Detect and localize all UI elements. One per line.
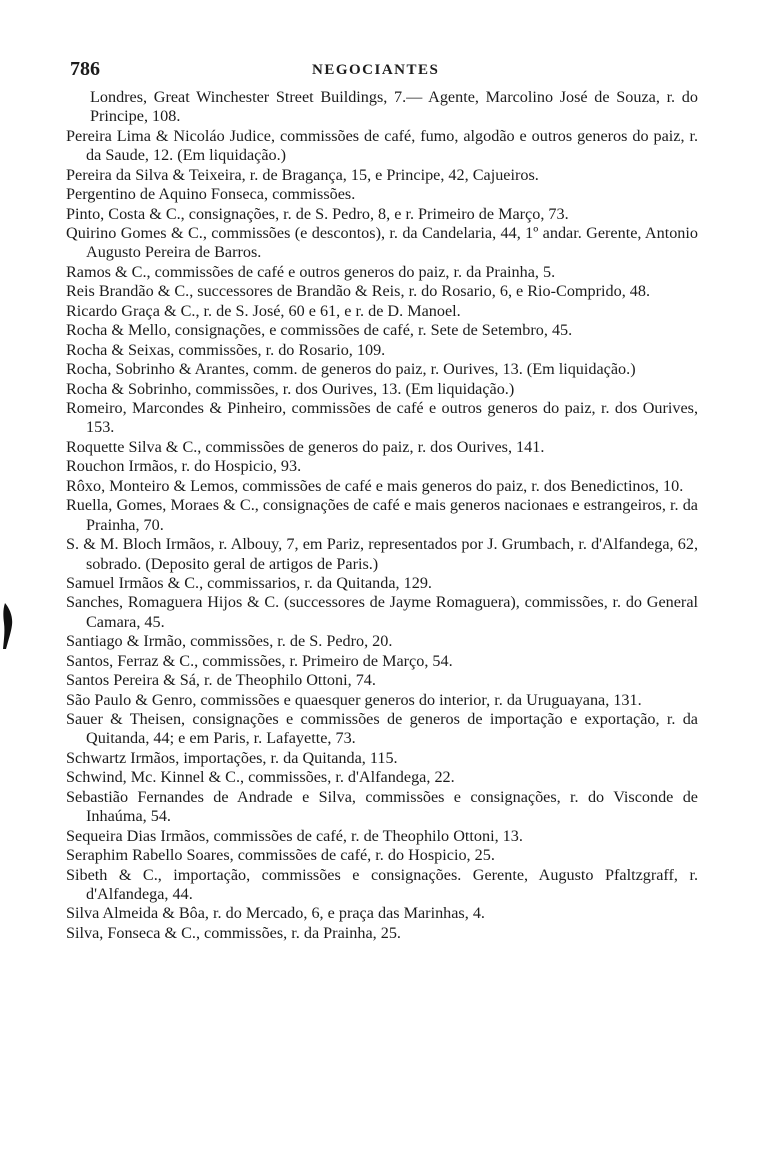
directory-entry: Rouchon Irmãos, r. do Hospicio, 93. [66,457,302,476]
directory-entry: Schwind, Mc. Kinnel & C., commissões, r. d'Alfandega, 22. [66,768,455,787]
directory-entry: Rocha & Mello, consignações, e commissões de café, r. Sete de Setembro, 45. [66,321,573,340]
directory-entry: Pereira Lima & Nicoláo Judice, commissões de café, fumo, algodão e outros generos do paiz, r. da Saude, 12. (Em liquidação.) [66,126,698,165]
directory-entry: Pereira da Silva & Teixeira, r. de Bragança, 15, e Principe, 42, Cajueiros. [66,165,539,184]
directory-entry: Rocha & Seixas, commissões, r. do Rosario, 109. [66,340,386,359]
directory-entry: Samuel Irmãos & C., commissarios, r. da Quitanda, 129. [66,573,432,592]
directory-entry: Santiago & Irmão, commissões, r. de S. Pedro, 20. [66,632,393,651]
directory-entry: Quirino Gomes & C., commissões (e descontos), r. da Candelaria, 44, 1º andar. Gerente, Antonio Augusto Pereira de Barros. [66,224,698,262]
directory-entry: Sequeira Dias Irmãos, commissões de café, r. de Theophilo Ottoni, 13. [66,826,523,845]
directory-entry: Pergentino de Aquino Fonseca, commissões. [66,185,356,204]
page-header [70,58,700,86]
directory-entry: Ramos & C., commissões de café e outros generos do paiz, r. da Prainha, 5. [66,262,556,281]
directory-entry: Santos, Ferraz & C., commissões, r. Primeiro de Março, 54. [66,651,453,670]
directory-entries [66,88,698,943]
directory-entry: Romeiro, Marcondes & Pinheiro, commissões de café e outros generos do paiz, r. dos Ourives, 153. [66,399,698,437]
directory-entry: Ricardo Graça & C., r. de S. José, 60 e 61, e r. de D. Manoel. [66,301,461,320]
directory-entry: Pinto, Costa & C., consignações, r. de S. Pedro, 8, e r. Primeiro de Março, 73. [66,204,569,223]
directory-entry: Londres, Great Winchester Street Buildings, 7.— Agente, Marcolino José de Souza, r. do Principe, 108. [90,88,698,126]
directory-entry: Ruella, Gomes, Moraes & C., consignações de café e mais generos nacionaes e estrangeiros, r. da Prainha, 70. [66,496,698,534]
directory-entry: São Paulo & Genro, commissões e quaesquer generos do interior, r. da Uruguayana, 131. [66,690,642,709]
directory-entry: Schwartz Irmãos, importações, r. da Quitanda, 115. [66,748,398,767]
directory-entry: Sanches, Romaguera Hijos & C. (successores de Jayme Romaguera), commissões, r. do General Camara, 45. [66,593,698,631]
directory-entry: Sibeth & C., importação, commissões e consignações. Gerente, Augusto Pfaltzgraff, r. d'Alfandega, 44. [66,865,698,903]
directory-entry: Roquette Silva & C., commissões de generos do paiz, r. dos Ourives, 141. [66,437,545,456]
directory-entry: Rocha, Sobrinho & Arantes, comm. de generos do paiz, r. Ourives, 13. (Em liquidação.) [66,360,636,379]
directory-entry: Seraphim Rabello Soares, commissões de café, r. do Hospicio, 25. [66,846,495,865]
running-title: NEGOCIANTES [312,62,440,78]
directory-entry: Silva, Fonseca & C., commissões, r. da Prainha, 25. [66,923,401,942]
directory-entry: Rocha & Sobrinho, commissões, r. dos Ourives, 13. (Em liquidação.) [66,379,515,398]
directory-entry: S. & M. Bloch Irmãos, r. Albouy, 7, em Pariz, representados por J. Grumbach, r. d'Alfandega, 62, sobrado. (Deposito geral de artigos de Paris.) [66,535,698,573]
page-number: 786 [70,58,100,80]
directory-entry: Sauer & Theisen, consignações e commissões de generos de importação e exportação, r. da Quitanda, 44; e em Paris, r. Lafayette, 73. [66,710,698,748]
directory-entry: Rôxo, Monteiro & Lemos, commissões de café e mais generos do paiz, r. dos Benedictinos, 10. [66,476,684,495]
directory-entry: Reis Brandão & C., successores de Brandão & Reis, r. do Rosario, 6, e Rio-Comprido, 48. [66,282,651,301]
directory-entry: Sebastião Fernandes de Andrade e Silva, commissões e consignações, r. do Visconde de Inhaúma, 54. [66,787,698,826]
directory-entry: Silva Almeida & Bôa, r. do Mercado, 6, e praça das Marinhas, 4. [66,904,485,923]
margin-ink-mark [2,603,14,649]
directory-entry: Santos Pereira & Sá, r. de Theophilo Ottoni, 74. [66,671,376,690]
